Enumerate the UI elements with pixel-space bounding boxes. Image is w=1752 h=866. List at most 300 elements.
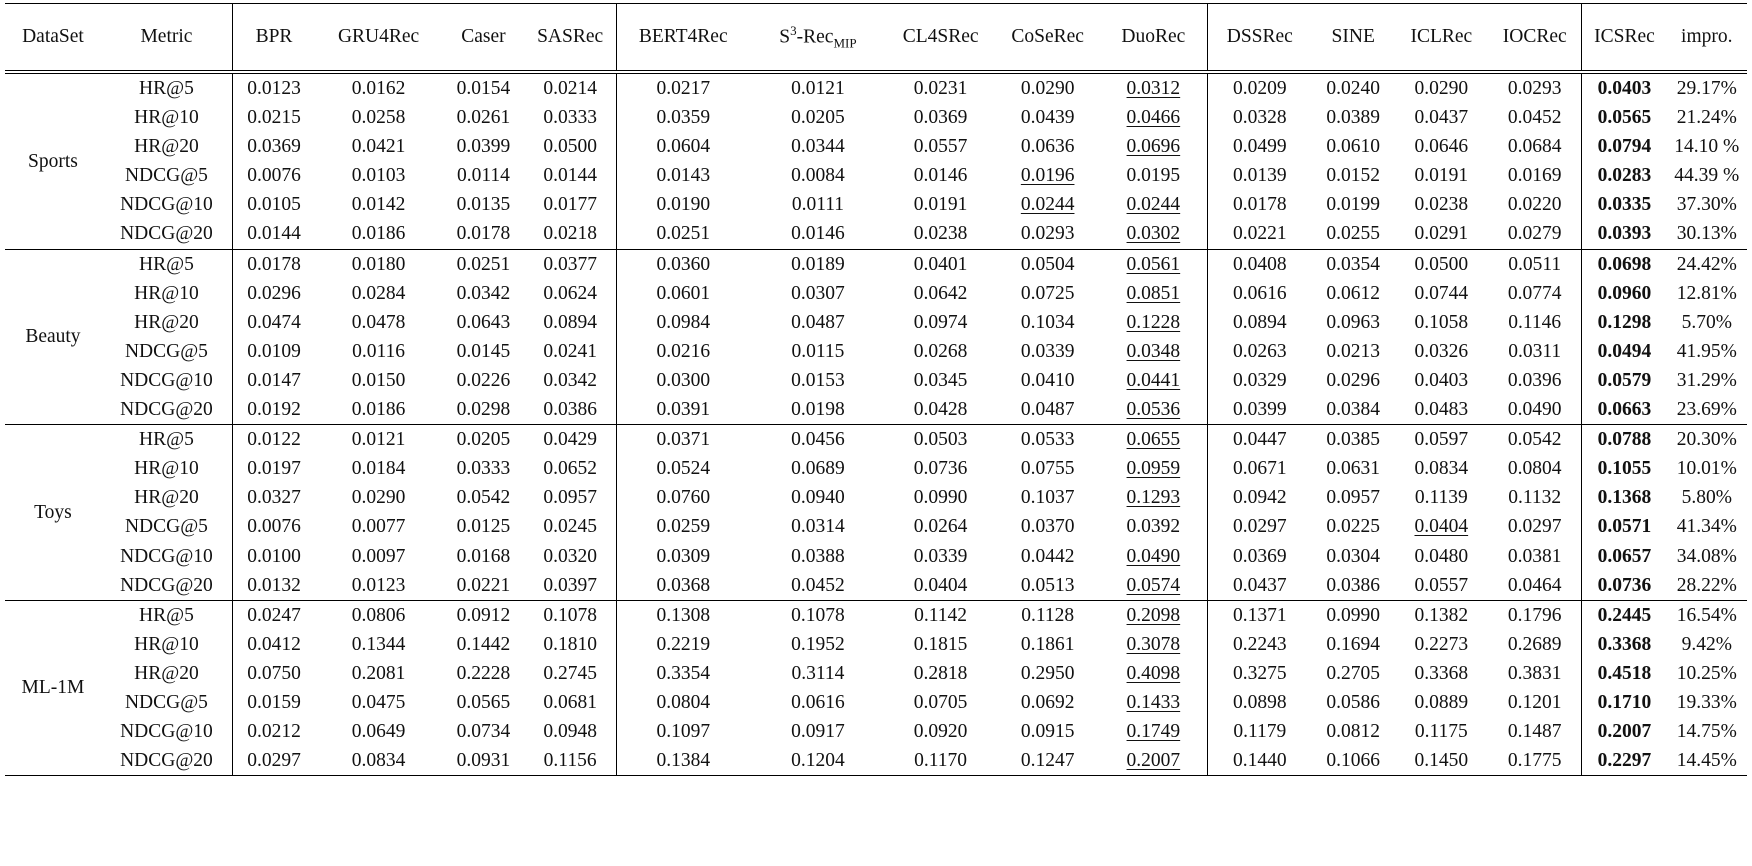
value-text: 0.0307 (791, 282, 845, 304)
value-cell (1100, 103, 1207, 132)
value-cell (233, 103, 316, 132)
value-cell (315, 249, 442, 279)
value-text: 0.0135 (456, 194, 511, 216)
value-cell (750, 746, 886, 776)
value-cell (1207, 688, 1312, 717)
value-text: 0.2705 (1326, 662, 1381, 684)
value-text: 0.1142 (914, 604, 968, 626)
value-cell (442, 688, 525, 717)
value-text: 0.0396 (1507, 369, 1562, 391)
header-impro: impro. (1667, 4, 1747, 73)
value-cell (995, 337, 1100, 366)
value-text: 0.0760 (656, 487, 711, 509)
header-duorec: DuoRec (1100, 4, 1207, 73)
value-cell (1582, 337, 1667, 366)
value-text: 0.0304 (1326, 545, 1381, 567)
value-text: 0.0990 (1326, 604, 1381, 626)
value-text: 0.0404 (913, 574, 968, 596)
value-cell (1207, 279, 1312, 308)
value-cell (1394, 103, 1488, 132)
value-text: 0.0333 (543, 107, 597, 129)
impro-cell: 23.69% (1676, 399, 1737, 421)
value-text: 0.0957 (1326, 487, 1381, 509)
value-text: 0.0327 (247, 487, 301, 509)
value-cell (616, 132, 750, 161)
value-text: 0.0428 (913, 399, 968, 421)
impro-cell: 12.81% (1676, 282, 1737, 304)
value-text: 0.0705 (913, 691, 968, 713)
value-cell (886, 425, 995, 455)
value-cell (995, 425, 1100, 455)
value-text: 0.0105 (247, 194, 301, 216)
value-cell (1312, 659, 1395, 688)
table-row (5, 219, 1747, 249)
impro-cell: 14.75% (1676, 721, 1737, 743)
value-cell (1312, 542, 1395, 571)
value-text: 0.0500 (1414, 253, 1469, 275)
value-text: 0.0889 (1414, 691, 1469, 713)
value-text: 0.0736 (1597, 574, 1652, 596)
value-cell (995, 249, 1100, 279)
value-text: 0.0297 (247, 750, 301, 772)
impro-cell: 34.08% (1676, 545, 1737, 567)
value-cell (233, 72, 316, 103)
value-text: 0.0404 (1414, 516, 1469, 538)
value-cell (442, 249, 525, 279)
value-cell (750, 308, 886, 337)
impro-cell: 10.01% (1676, 458, 1737, 480)
value-cell (1488, 249, 1582, 279)
value-cell (1582, 249, 1667, 279)
value-cell (1488, 395, 1582, 425)
value-text: 0.1293 (1126, 487, 1181, 509)
value-cell (1582, 600, 1667, 630)
value-text: 0.1058 (1414, 311, 1469, 333)
value-text: 0.3275 (1232, 662, 1287, 684)
dataset-cell: Toys (5, 425, 101, 601)
value-cell (1582, 425, 1667, 455)
value-cell (750, 630, 886, 659)
value-cell (616, 72, 750, 103)
value-text: 0.0466 (1126, 107, 1181, 129)
value-cell (442, 395, 525, 425)
value-text: 0.0150 (351, 369, 406, 391)
value-cell (442, 483, 525, 512)
value-cell (1100, 688, 1207, 717)
value-text: 0.0487 (1020, 399, 1075, 421)
value-text: 0.0296 (247, 282, 301, 304)
table-row (5, 512, 1747, 541)
value-text: 0.0240 (1326, 78, 1381, 99)
value-text: 0.0146 (791, 223, 845, 245)
value-cell (886, 132, 995, 161)
header-dssrec: DSSRec (1207, 4, 1312, 73)
value-cell (442, 337, 525, 366)
value-text: 0.0205 (791, 107, 845, 129)
value-text: 0.2950 (1020, 662, 1075, 684)
value-text: 0.0116 (352, 340, 406, 362)
value-text: 0.2228 (456, 662, 511, 684)
value-cell (995, 630, 1100, 659)
value-text: 0.0335 (1597, 194, 1652, 216)
value-text: 0.0616 (1232, 282, 1287, 304)
dataset-cell: Beauty (5, 249, 101, 425)
value-text: 0.1382 (1414, 604, 1469, 626)
value-cell (1312, 161, 1395, 190)
value-text: 0.0296 (1326, 369, 1381, 391)
value-cell (525, 249, 616, 279)
value-text: 0.0290 (1020, 78, 1075, 99)
value-text: 0.0806 (351, 604, 406, 626)
table-row (5, 395, 1747, 425)
value-cell (1100, 132, 1207, 161)
value-text: 0.0403 (1414, 369, 1469, 391)
value-cell (315, 132, 442, 161)
value-cell (1394, 337, 1488, 366)
value-text: 0.0533 (1020, 429, 1075, 451)
value-text: 0.0144 (543, 165, 597, 187)
value-cell (1488, 600, 1582, 630)
value-text: 0.0195 (1126, 165, 1181, 187)
value-cell (886, 395, 995, 425)
value-cell (442, 659, 525, 688)
value-text: 0.0437 (1414, 107, 1469, 129)
value-text: 0.0293 (1507, 78, 1562, 99)
value-cell (1488, 72, 1582, 103)
value-cell (315, 366, 442, 395)
value-cell (1488, 454, 1582, 483)
value-text: 0.0565 (456, 691, 511, 713)
value-cell (1394, 425, 1488, 455)
value-cell (525, 132, 616, 161)
value-text: 0.0399 (1232, 399, 1287, 421)
value-text: 0.0942 (1232, 487, 1287, 509)
value-cell (1312, 337, 1395, 366)
header-s3rec-sub: MIP (833, 35, 857, 51)
value-text: 0.0293 (1020, 223, 1075, 245)
value-cell (233, 308, 316, 337)
value-text: 0.0284 (351, 282, 406, 304)
value-cell (1582, 630, 1667, 659)
header-s3rec-sup: 3 (790, 22, 797, 38)
value-cell (525, 103, 616, 132)
value-cell (995, 659, 1100, 688)
value-text: 0.0153 (791, 369, 845, 391)
value-text: 0.0388 (791, 545, 845, 567)
value-cell (750, 337, 886, 366)
value-cell (1207, 103, 1312, 132)
value-text: 0.0960 (1597, 282, 1652, 304)
value-text: 0.0368 (656, 574, 711, 596)
value-cell (1488, 103, 1582, 132)
value-text: 0.0268 (913, 340, 968, 362)
value-text: 0.2243 (1232, 633, 1287, 655)
value-text: 0.0788 (1597, 429, 1652, 451)
metric-cell: NDCG@20 (120, 574, 213, 596)
value-cell (1312, 688, 1395, 717)
metric-cell: HR@20 (134, 311, 199, 333)
value-cell (1207, 717, 1312, 746)
value-cell (1488, 630, 1582, 659)
value-cell (525, 219, 616, 249)
value-text: 0.0251 (656, 223, 711, 245)
value-cell (315, 337, 442, 366)
value-text: 0.3354 (656, 662, 711, 684)
value-text: 0.0369 (247, 136, 301, 158)
value-text: 0.0408 (1232, 253, 1287, 275)
value-text: 0.0377 (543, 253, 597, 275)
value-text: 0.0225 (1326, 516, 1381, 538)
value-cell (886, 454, 995, 483)
value-text: 0.0354 (1326, 253, 1381, 275)
value-cell (1207, 366, 1312, 395)
value-cell (525, 571, 616, 601)
value-cell (1394, 454, 1488, 483)
value-text: 0.0147 (247, 369, 301, 391)
value-cell (750, 190, 886, 219)
value-cell (1488, 132, 1582, 161)
value-text: 0.2007 (1597, 721, 1652, 743)
value-text: 0.0385 (1326, 429, 1381, 451)
value-cell (886, 483, 995, 512)
value-text: 0.1228 (1126, 311, 1181, 333)
table-row (5, 249, 1747, 279)
value-text: 0.0524 (656, 458, 711, 480)
value-text: 0.0125 (456, 516, 511, 538)
impro-cell: 21.24% (1676, 107, 1737, 129)
dataset-cell: ML-1M (5, 600, 101, 776)
value-cell (315, 308, 442, 337)
value-cell (750, 425, 886, 455)
value-cell (1582, 688, 1667, 717)
value-text: 0.0345 (913, 369, 968, 391)
value-cell (525, 308, 616, 337)
value-text: 0.0744 (1414, 282, 1469, 304)
value-text: 0.0221 (456, 574, 511, 596)
value-cell (525, 483, 616, 512)
value-cell (1207, 395, 1312, 425)
value-text: 0.0755 (1020, 458, 1075, 480)
header-iocrec: IOCRec (1488, 4, 1582, 73)
table-row (5, 717, 1747, 746)
value-text: 0.0162 (351, 78, 406, 99)
table-row (5, 337, 1747, 366)
value-text: 0.0190 (656, 194, 711, 216)
value-text: 0.0542 (1507, 429, 1562, 451)
value-cell (995, 746, 1100, 776)
value-text: 0.3114 (791, 662, 845, 684)
value-text: 0.0369 (1232, 545, 1287, 567)
value-text: 0.0447 (1232, 429, 1287, 451)
value-text: 0.0226 (456, 369, 511, 391)
table-body (5, 72, 1747, 776)
value-cell (750, 161, 886, 190)
value-text: 0.0894 (1232, 311, 1287, 333)
value-cell (1312, 249, 1395, 279)
value-text: 0.1037 (1020, 487, 1075, 509)
value-cell (1582, 72, 1667, 103)
value-text: 0.0145 (456, 340, 511, 362)
value-cell (442, 630, 525, 659)
value-cell (1488, 746, 1582, 776)
value-text: 0.0244 (1126, 194, 1181, 216)
value-cell (1394, 746, 1488, 776)
value-text: 0.0244 (1020, 194, 1075, 216)
value-text: 0.0931 (456, 750, 511, 772)
value-text: 0.0084 (791, 165, 845, 187)
value-text: 0.0920 (913, 721, 968, 743)
value-cell (525, 688, 616, 717)
value-cell (315, 717, 442, 746)
value-text: 0.0736 (913, 458, 968, 480)
value-cell (315, 483, 442, 512)
value-cell (315, 454, 442, 483)
value-cell (1488, 659, 1582, 688)
table-row (5, 425, 1747, 455)
table-row (5, 103, 1747, 132)
value-cell (886, 688, 995, 717)
value-text: 0.0439 (1020, 107, 1075, 129)
value-cell (616, 103, 750, 132)
value-cell (1312, 425, 1395, 455)
value-cell (1582, 219, 1667, 249)
value-cell (1312, 132, 1395, 161)
value-cell (233, 542, 316, 571)
value-cell (1100, 512, 1207, 541)
value-cell (525, 366, 616, 395)
header-bpr: BPR (233, 4, 316, 73)
value-text: 0.0610 (1326, 136, 1381, 158)
table-row (5, 688, 1747, 717)
value-cell (1394, 512, 1488, 541)
value-cell (1207, 571, 1312, 601)
value-cell (1312, 571, 1395, 601)
value-text: 0.0391 (656, 399, 711, 421)
value-text: 0.0441 (1126, 369, 1181, 391)
value-text: 0.1710 (1597, 691, 1652, 713)
metric-cell: NDCG@5 (124, 340, 208, 362)
table-row (5, 454, 1747, 483)
value-text: 0.0636 (1020, 136, 1075, 158)
value-cell (1207, 249, 1312, 279)
value-cell (1207, 337, 1312, 366)
value-cell (1582, 659, 1667, 688)
value-cell (1100, 454, 1207, 483)
value-text: 0.0490 (1126, 545, 1181, 567)
value-cell (315, 395, 442, 425)
value-cell (315, 600, 442, 630)
value-text: 0.1440 (1232, 750, 1287, 772)
value-cell (1582, 483, 1667, 512)
value-text: 0.0399 (456, 136, 511, 158)
value-cell (233, 746, 316, 776)
table-row (5, 190, 1747, 219)
value-text: 0.0139 (1232, 165, 1287, 187)
value-cell (1582, 366, 1667, 395)
metric-cell: HR@5 (101, 425, 233, 455)
table-row (5, 279, 1747, 308)
value-cell (442, 600, 525, 630)
value-cell (233, 512, 316, 541)
value-text: 0.1433 (1126, 691, 1181, 713)
value-text: 0.0342 (543, 369, 597, 391)
value-text: 0.1952 (791, 633, 845, 655)
value-cell (995, 103, 1100, 132)
value-cell (1394, 366, 1488, 395)
value-cell (1207, 659, 1312, 688)
value-cell (750, 600, 886, 630)
value-cell (233, 161, 316, 190)
value-text: 0.0561 (1126, 253, 1181, 275)
value-cell (1100, 72, 1207, 103)
value-text: 0.0421 (351, 136, 406, 158)
value-text: 0.1078 (543, 604, 597, 626)
value-text: 0.0612 (1326, 282, 1381, 304)
value-cell (750, 219, 886, 249)
value-cell (616, 659, 750, 688)
value-text: 0.0221 (1232, 223, 1287, 245)
value-cell (233, 190, 316, 219)
value-text: 0.0579 (1597, 369, 1652, 391)
value-text: 0.0671 (1232, 458, 1287, 480)
value-text: 0.0483 (1414, 399, 1469, 421)
header-caser: Caser (442, 4, 525, 73)
value-cell (995, 717, 1100, 746)
value-text: 0.0121 (791, 78, 845, 99)
value-cell (1100, 308, 1207, 337)
value-text: 0.0214 (543, 78, 597, 99)
value-text: 0.0389 (1326, 107, 1381, 129)
value-cell (616, 425, 750, 455)
value-cell (1312, 190, 1395, 219)
value-cell (886, 219, 995, 249)
value-text: 0.0152 (1326, 165, 1381, 187)
value-text: 0.2445 (1597, 604, 1652, 626)
table-row (5, 483, 1747, 512)
value-text: 0.0663 (1597, 399, 1652, 421)
value-cell (233, 454, 316, 483)
value-cell (886, 103, 995, 132)
value-text: 0.0794 (1597, 136, 1652, 158)
value-text: 0.0311 (1508, 340, 1562, 362)
value-text: 0.1146 (1508, 311, 1562, 333)
value-text: 0.2818 (913, 662, 968, 684)
value-text: 0.0143 (656, 165, 711, 187)
impro-cell: 5.80% (1681, 487, 1732, 509)
value-text: 0.0111 (791, 194, 845, 216)
value-text: 0.0154 (456, 78, 511, 99)
value-cell (616, 279, 750, 308)
value-cell (315, 161, 442, 190)
value-cell (233, 659, 316, 688)
value-cell (525, 72, 616, 103)
value-cell (1394, 688, 1488, 717)
value-cell (1100, 483, 1207, 512)
value-text: 0.0238 (1414, 194, 1469, 216)
value-text: 0.0348 (1126, 340, 1181, 362)
value-text: 0.0371 (656, 429, 711, 451)
value-cell (1100, 717, 1207, 746)
value-text: 0.0500 (543, 136, 597, 158)
value-cell (442, 279, 525, 308)
value-cell (995, 161, 1100, 190)
value-text: 0.0750 (247, 662, 301, 684)
value-text: 0.0604 (656, 136, 711, 158)
impro-cell: 5.70% (1681, 311, 1732, 333)
value-text: 0.1175 (1414, 721, 1468, 743)
metric-cell: HR@20 (134, 662, 199, 684)
table-row (5, 366, 1747, 395)
